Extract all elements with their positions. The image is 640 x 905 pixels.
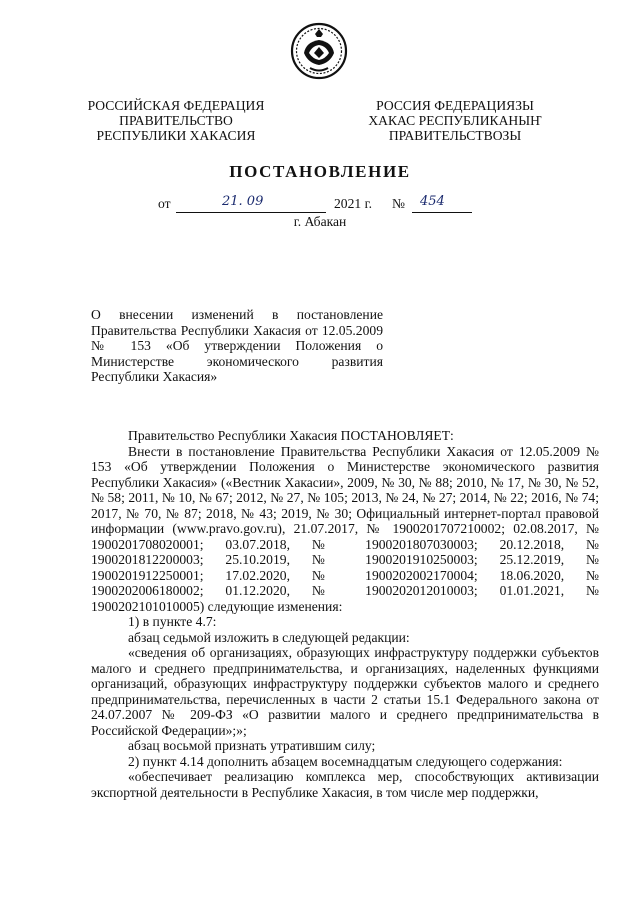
body-paragraph: Внести в постановление Правительства Республики Хакасия от 12.05.2009 № 153 «Об утверждении Положения о Министерстве экономического развития Республики Хакасия» («Вестник Хакасии», 2009, № 30, № 88; 2010, № 17, № 30, № 52, № 58; 2011, № 10, № 67; 2012, № 27, № 105; 2013, № 24, № 27; 2014, № 22; 2016, № 74; 2017, № 70, № 87; 2018, № 43; 2019, № 30; Официальный интернет-портал правовой информации (www.pravo.gov.ru), 21.07.2017, № 1900201707210002; 02.08.2017, № 1900201708020001; 03.07.2018, № 1900201807030003; 20.12.2018, № 1900201812200003; 25.10.2019, № 1900201910250003; 25.12.2019, № 1900201912250001; 17.02.2020, № 1900202002170004; 18.06.2020, № 1900202006180002; 01.12.2020, № 1900202012010003; 01.01.2021, № 1900202101010005) следующие изменения: [91,443,599,614]
coat-of-arms-icon [290,22,348,80]
document-body [91,428,599,800]
handwritten-number: 454 [420,194,445,209]
body-paragraph: абзац восьмой признать утратившим силу; [128,738,376,753]
number-underline [412,212,472,213]
number-label: № [392,196,405,211]
header-right-line-1: РОССИЯ ФЕДЕРАЦИЯЗЫ [376,98,534,113]
city: г. Абакан [293,214,347,229]
document-title: ПОСТАНОВЛЕНИЕ [229,162,411,181]
body-paragraph: Правительство Республики Хакасия ПОСТАНОВЛЯЕТ: [128,428,454,443]
header-left-line-3: РЕСПУБЛИКИ ХАКАСИЯ [96,128,256,143]
header-right [355,98,555,143]
body-paragraph: «обеспечивает реализацию комплекса мер, способствующих активизации экспортной деятельности в Республике Хакасия, в том числе мер поддержки, [91,769,599,800]
handwritten-date: 21. 09 [222,194,264,209]
date-year: 2021 г. [334,196,373,211]
document-subject: О внесении изменений в постановление Правительства Республики Хакасия от 12.05.2009 № 153 «Об утверждении Положения о Министерстве экономического развития Республики Хакасия» [91,307,383,384]
header-right-line-2: ХАКАС РЕСПУБЛИКАНЫҤ [368,113,542,128]
header-left-line-1: РОССИЙСКАЯ ФЕДЕРАЦИЯ [87,98,265,113]
date-prefix: от [158,196,171,211]
body-paragraph: 2) пункт 4.14 дополнить абзацем восемнадцатым следующего содержания: [128,753,563,769]
body-paragraph: «сведения об организациях, образующих инфраструктуру поддержки субъектов малого и среднего предпринимательства, и организациях, наделенных функциями организаций, образующих инфраструктуру поддержки субъектов малого и среднего предпринимательства, перечисленных в части 2 статьи 15.1 Федерального закона от 24.07.2007 № 209-ФЗ «О развитии малого и среднего предпринимательства в Российской Федерации»;»; [91,645,599,738]
header-right-line-3: ПРАВИТЕЛЬСТВОЗЫ [388,128,522,143]
body-paragraph: абзац седьмой изложить в следующей редакции: [128,629,410,645]
date-underline [176,212,326,213]
body-paragraph: 1) в пункте 4.7: [128,614,217,629]
header-left [78,98,274,143]
header-left-line-2: ПРАВИТЕЛЬСТВО [119,113,233,128]
